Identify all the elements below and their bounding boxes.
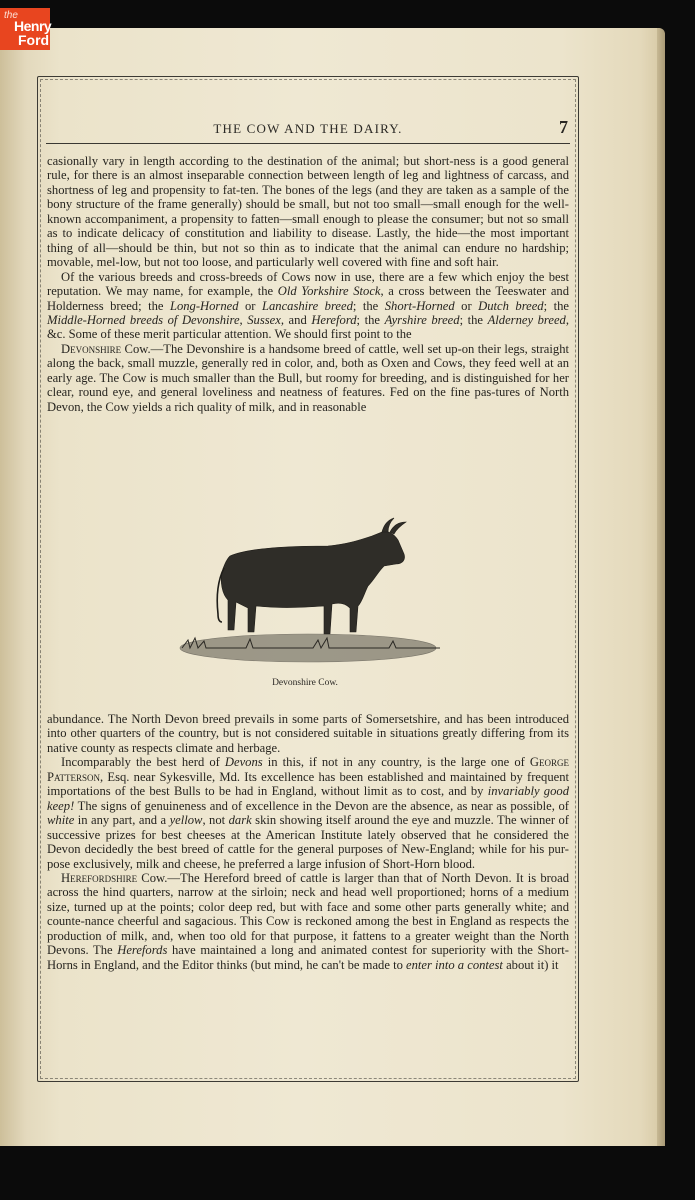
cow-horns (382, 518, 406, 534)
devonshire-cow-illustration (178, 510, 440, 670)
running-title: THE COW AND THE DAIRY. (213, 121, 403, 136)
logo-text-the: the (4, 10, 18, 21)
heading-herefordshire: Herefordshire (61, 870, 138, 885)
paragraph-abundance: abundance. The North Devon breed prevails in some parts of Somersetshire, and has been introduced into other quarters of the country, but is not considered suitable in situations greatly differing from its native county as respects climate and herbage. (47, 712, 569, 755)
page-header (46, 119, 570, 144)
cow-body (221, 531, 404, 634)
page-number: 7 (559, 117, 568, 137)
cow-engraving (180, 518, 440, 662)
heading-devonshire: Devonshire (61, 341, 122, 356)
text-block-top (47, 154, 569, 414)
paragraph-herefordshire: Herefordshire Cow.—The Hereford breed of cattle is larger than that of North Devon. It is broad across the hind quarters, narrow at the sirloin; neck and head well proportioned; horns of a medium size, turned up at the points; color deep red, but with face and some other parts generally white; and counte-nance cheerful and sagacious. This Cow is reckoned among the best in England as respects the production of milk, and, when too old for that purpose, it fattens to a greater weight than the North Devons. The Herefords have maintained a long and animated contest for superiority with the Short-Horns in England, and the Editor thinks (but mind, he can't be made to enter into a contest about it) it (47, 870, 569, 972)
henry-ford-logo (0, 8, 50, 50)
paragraph-breeds: Of the various breeds and cross-breeds of Cows now in use, there are a few which enjoy the best reputation. We may name, for example, the Old Yorkshire Stock, a cross between the Teeswater and Holderness breed; the Long-Horned or Lancashire breed; the Short-Horned or Dutch breed; the Middle-Horned breeds of Devonshire, Sussex, and Hereford; the Ayrshire breed; the Alderney breed, &c. Some of these merit particular attention. We should first point to the (47, 269, 569, 342)
paragraph-patterson: Incomparably the best herd of Devons in this, if not in any country, is the large one of George Patterson, Esq. near Sykesville, Md. Its excellence has been established and maintained by frequent importations of the best Bulls to be had in England, without limit as to cost, and by invariably good keep! The signs of genuineness and of excellence in the Devon are the absence, as near as possible, of white in any part, and a yellow, not dark skin showing itself around the eye and muzzle. The winner of successive prizes for best cheeses at the American Institute lately observed that he considered the Devon decidedly the best breed of cattle for the general purposes of New-England; while for his pur-pose exclusively, milk and cheese, he preferred a large infusion of Short-Horn blood. (47, 755, 569, 871)
text-block-bottom (47, 712, 569, 972)
figure-caption: Devonshire Cow. (272, 678, 338, 688)
logo-text-henry: Henry (14, 18, 52, 34)
page-edge (657, 28, 665, 1146)
paragraph-devonshire: Devonshire Cow.—The Devonshire is a handsome breed of cattle, well set up-on their legs, straight along the back, small muzzle, generally red in color, and, both as Oxen and Cows, they feed well at an early age. The Cow is much smaller than the Bull, but roomy for breeding, and is distinguished for her clear, round eye, and general loveliness and neatness of features. Fed on the fine pas-tures of North Devon, the Cow yields a rich quality of milk, and in reasonable (47, 341, 569, 414)
paragraph-continuation: casionally vary in length according to the destination of the animal; but short-ness is a good general rule, for there is an almost inseparable connection between length of leg and lightness of carcass, and shortness of leg and propensity to fat-ten. The bones of the legs (and they are taken as a sample of the bony structure of the frame generally) should be small, but not too small—small enough for the well-known accompaniment, a propensity to fatten—small enough to please the consumer; but not so small as to indicate delicacy of constitution and liability to disease. Lastly, the hide—the most important thing of all—should be thin, but not so thin as to indicate that the animal can endure no hardship; movable, mel-low, but not too loose, and particularly well covered with fine and soft hair. (47, 154, 569, 270)
logo-text-ford: Ford (18, 32, 50, 48)
